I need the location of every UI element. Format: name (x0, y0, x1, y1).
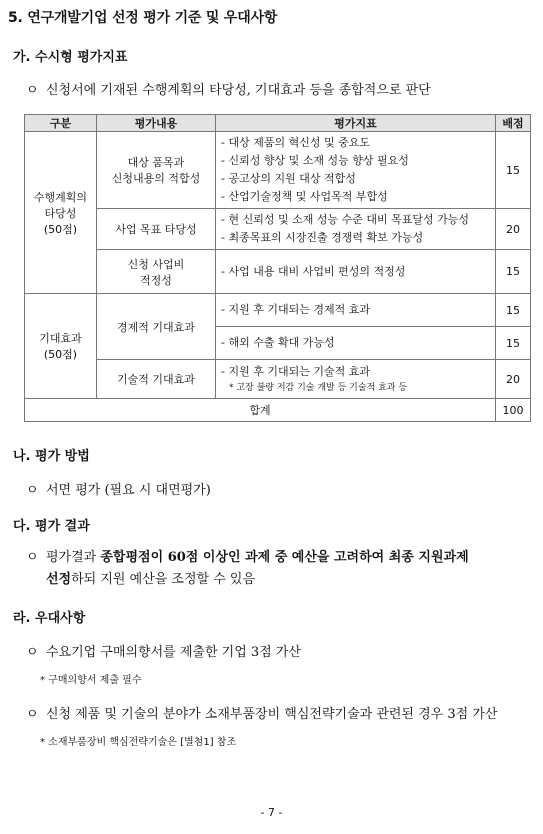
table-row (25, 209, 531, 250)
content-cell (97, 132, 216, 209)
group-effect-line1: 기대효과 (39, 332, 82, 345)
indicator-cell (216, 327, 496, 360)
section-c-bullet-pre: 평가결과 (46, 550, 101, 565)
content-line: 적정성 (140, 273, 172, 287)
section-a-bullet-text: 신청서에 기재된 수행계획의 타당성, 기대효과 등을 종합적으로 판단 (46, 83, 431, 98)
content-cell (97, 360, 216, 399)
indicator-line: - 신뢰성 향상 및 소재 성능 향상 필요성 (221, 154, 409, 167)
table-row (25, 360, 531, 399)
table-total-row (25, 399, 531, 422)
indicator-cell (216, 209, 496, 250)
section-d-bullet1-text: 수요기업 구매의향서를 제출한 기업 3점 가산 (46, 645, 301, 660)
indicator-cell (216, 360, 496, 399)
bullet-mark: ㅇ (26, 645, 39, 660)
content-line: 사업 목표 타당성 (115, 223, 197, 236)
table-row (25, 294, 531, 327)
section-a-bullet (26, 79, 431, 98)
group-cell-effect (25, 294, 97, 399)
section-c-bullet (26, 547, 538, 591)
header-content: 평가내용 (97, 115, 216, 132)
section-d-bullet2-text: 신청 제품 및 기술의 분야가 소재부품장비 핵심전략기술과 관련된 경우 3점 가산 (46, 707, 498, 722)
content-cell (97, 209, 216, 250)
score-cell: 15 (496, 132, 531, 209)
section-heading-c: 다. 평가 결과 (13, 519, 90, 534)
evaluation-criteria-table (24, 114, 531, 422)
indicator-line: - 대상 제품의 혁신성 및 중요도 (221, 136, 370, 149)
content-line: 신청 사업비 (127, 257, 185, 271)
content-line: 대상 품목과 (127, 156, 185, 169)
content-line: 경제적 기대효과 (117, 320, 195, 334)
section-heading-b: 나. 평가 방법 (13, 449, 90, 464)
score-cell: 20 (496, 209, 531, 250)
page-title: 5. 연구개발기업 선정 평가 기준 및 우대사항 (8, 10, 278, 26)
table-row (25, 250, 531, 294)
section-b-bullet-text: 서면 평가 (필요 시 대면평가) (46, 483, 211, 498)
indicator-line: - 지원 후 기대되는 경제적 효과 (221, 303, 370, 316)
content-line: 신청내용의 적합성 (111, 172, 201, 185)
total-score: 100 (496, 399, 531, 422)
bullet-mark: ㅇ (26, 550, 39, 565)
score-cell: 20 (496, 360, 531, 399)
section-d-bullet2 (26, 703, 497, 722)
section-c-bullet-bold2: 선정 (46, 572, 72, 587)
indicator-line: - 최종목표의 시장진출 경쟁력 확보 가능성 (221, 231, 424, 244)
indicator-cell (216, 132, 496, 209)
group-plan-line1: 수행계획의 (33, 190, 88, 204)
section-c-bullet-post: 하되 지원 예산을 조정할 수 있음 (71, 572, 256, 587)
indicator-line: - 해외 수출 확대 가능성 (221, 336, 335, 349)
section-d-note1: * 구매의향서 제출 필수 (40, 675, 142, 686)
header-score: 배점 (496, 115, 531, 132)
indicator-line: - 사업 내용 대비 사업비 편성의 적정성 (221, 264, 406, 278)
indicator-line: - 산업기술정책 및 사업목적 부합성 (221, 190, 388, 203)
indicator-note: * 고장 불량 저감 기술 개발 등 기술적 효과 등 (229, 383, 408, 393)
header-indicator: 평가지표 (216, 115, 496, 132)
content-cell (97, 294, 216, 360)
group-plan-line2: 타당성 (44, 206, 77, 220)
group-plan-line3: (50점) (43, 222, 78, 236)
section-c-bullet-bold: 종합평점이 60점 이상인 과제 중 예산을 고려하여 최종 지원과제 (100, 550, 469, 565)
indicator-line: - 공고상의 지원 대상 적합성 (221, 172, 356, 185)
indicator-line: - 지원 후 기대되는 기술적 효과 (221, 365, 370, 378)
section-d-bullet1 (26, 641, 301, 660)
bullet-mark: ㅇ (26, 707, 39, 722)
content-line: 기술적 기대효과 (117, 373, 195, 386)
indicator-cell (216, 294, 496, 327)
bullet-mark: ㅇ (26, 483, 39, 498)
group-effect-line2: (50점) (43, 348, 78, 361)
group-cell-plan (25, 132, 97, 294)
header-category: 구분 (25, 115, 97, 132)
page-number: - 7 - (260, 806, 283, 819)
total-label: 합계 (25, 399, 496, 422)
table-header-row (25, 115, 531, 132)
section-heading-a: 가. 수시형 평가지표 (13, 50, 128, 65)
score-cell: 15 (496, 294, 531, 327)
section-heading-d: 라. 우대사항 (13, 611, 86, 626)
table-row (25, 132, 531, 209)
indicator-line: - 현 신뢰성 및 소재 성능 수준 대비 목표달성 가능성 (221, 213, 469, 226)
bullet-mark: ㅇ (26, 83, 39, 98)
score-cell: 15 (496, 327, 531, 360)
indicator-cell (216, 250, 496, 294)
section-d-note2: * 소재부품장비 핵심전략기술은 [별첨1] 참조 (40, 737, 237, 748)
content-cell (97, 250, 216, 294)
score-cell: 15 (496, 250, 531, 294)
section-b-bullet (26, 479, 211, 498)
